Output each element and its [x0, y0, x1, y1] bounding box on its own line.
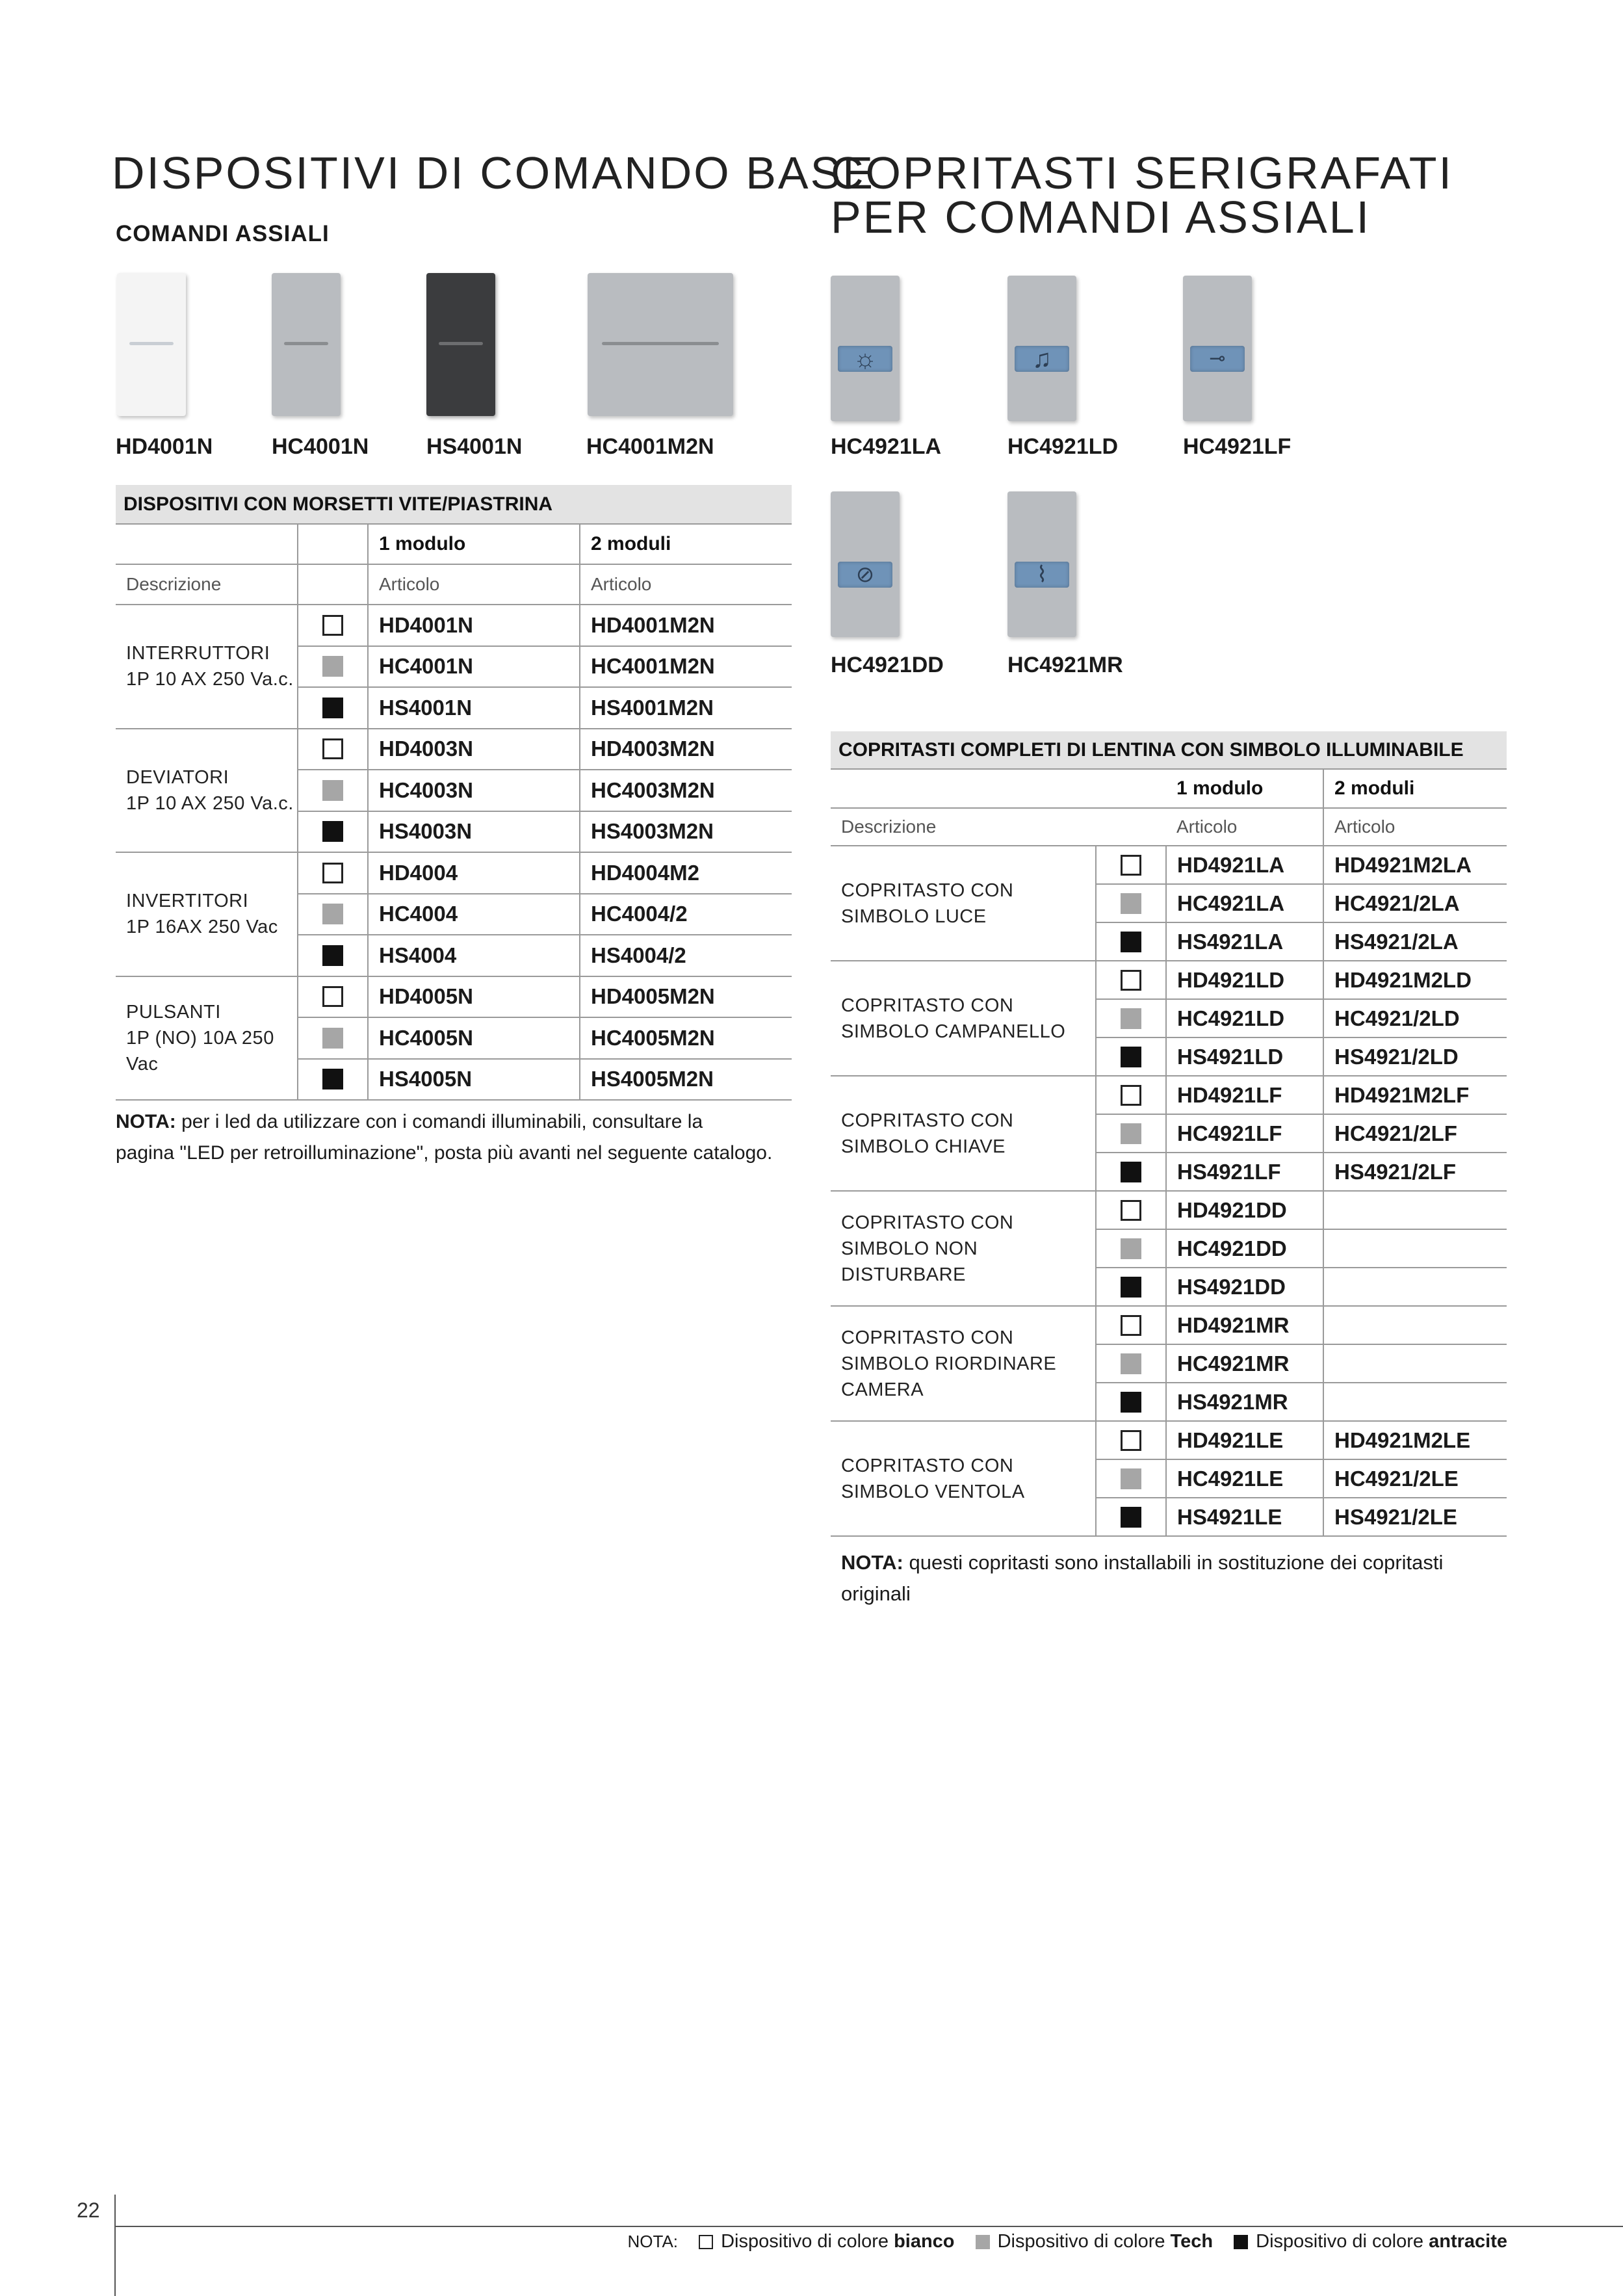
broom-icon: ⌇ [1036, 562, 1048, 587]
table-row [116, 976, 792, 1018]
article-2-moduli: HD4003M2N [580, 729, 792, 770]
article-1-modulo: HC4001N [368, 646, 580, 688]
description-line: SIMBOLO RIORDINARE CAMERA [841, 1353, 1057, 1400]
description-line: COPRITASTO CON [841, 1212, 1014, 1233]
article-2-moduli: HD4005M2N [580, 976, 792, 1018]
product-label: HC4921DD [831, 653, 944, 677]
device-image-hs4001n [426, 273, 495, 416]
legend-text: Dispositivo di colore [1256, 2231, 1429, 2252]
white-swatch-icon [1121, 1430, 1141, 1451]
label-articolo: Articolo [580, 564, 792, 605]
anthracite-swatch-icon [322, 1069, 343, 1089]
article-2-moduli: HS4921/2LA [1323, 922, 1507, 961]
description-line: SIMBOLO CHIAVE [841, 1136, 1006, 1157]
tech-swatch-icon [1121, 1468, 1141, 1489]
keycap-image-hc4921dd [831, 491, 900, 637]
white-swatch-icon [1121, 855, 1141, 876]
anthracite-swatch-icon [322, 821, 343, 842]
key-icon: ⊸ [1209, 347, 1226, 369]
description-line: 1P 10 AX 250 Va.c. [126, 669, 294, 690]
description-line: SIMBOLO VENTOLA [841, 1481, 1025, 1502]
description-line: INVERTITORI [126, 891, 249, 912]
white-swatch-icon [1121, 1315, 1141, 1336]
legend-color-name: Tech [1170, 2231, 1214, 2252]
description-line: COPRITASTO CON [841, 880, 1014, 901]
tech-swatch-icon [1121, 1238, 1141, 1259]
white-swatch-icon [322, 615, 343, 636]
article-1-modulo: HS4001N [368, 687, 580, 729]
product-label: HS4001N [426, 434, 523, 459]
product-label: HC4921LF [1183, 434, 1292, 459]
article-2-moduli: HC4921/2LA [1323, 884, 1507, 922]
article-2-moduli [1323, 1306, 1507, 1344]
note-text: questi copritasti sono installabili in sostituzione dei copritasti originali [841, 1551, 1444, 1605]
row-description [831, 1191, 1096, 1306]
white-swatch-icon [1121, 1200, 1141, 1221]
tech-swatch-icon [1121, 1353, 1141, 1374]
anthracite-swatch-icon [322, 698, 343, 718]
tech-swatch-icon [322, 1028, 343, 1049]
table-row [116, 852, 792, 894]
tech-swatch-icon [1121, 1123, 1141, 1144]
article-2-moduli: HD4921M2LA [1323, 846, 1507, 884]
article-2-moduli: HS4001M2N [580, 687, 792, 729]
product-label: HD4001N [116, 434, 213, 459]
product-label: HC4921LD [1007, 434, 1119, 459]
article-1-modulo: HS4921MR [1166, 1383, 1323, 1421]
col-header-2-moduli: 2 moduli [580, 524, 792, 564]
product-label: HC4001M2N [586, 434, 714, 459]
row-description [116, 605, 298, 729]
tech-swatch-icon [976, 2235, 990, 2249]
row-description [831, 846, 1096, 961]
article-2-moduli: HS4921/2LD [1323, 1037, 1507, 1076]
right-catalog-table [831, 731, 1507, 1537]
keycap-image-hc4921mr [1007, 491, 1076, 637]
white-swatch-icon [1121, 1085, 1141, 1106]
product-label: HC4001N [272, 434, 369, 459]
description-line: COPRITASTO CON [841, 1110, 1014, 1131]
left-note [116, 1106, 805, 1169]
device-image-hc4001n [272, 273, 341, 416]
label-articolo: Articolo [368, 564, 580, 605]
article-2-moduli: HS4921/2LF [1323, 1153, 1507, 1191]
article-2-moduli [1323, 1229, 1507, 1268]
row-description [831, 1076, 1096, 1191]
right-note [841, 1547, 1517, 1610]
row-description [116, 852, 298, 976]
article-1-modulo: HS4921LF [1166, 1153, 1323, 1191]
anthracite-swatch-icon [1121, 1162, 1141, 1182]
article-1-modulo: HD4004 [368, 852, 580, 894]
article-1-modulo: HC4921DD [1166, 1229, 1323, 1268]
article-1-modulo: HC4921LF [1166, 1114, 1323, 1153]
label-descrizione: Descrizione [116, 564, 298, 605]
keycap-image-hc4921lf [1183, 276, 1252, 421]
article-1-modulo: HS4921LD [1166, 1037, 1323, 1076]
left-table-heading: DISPOSITIVI CON MORSETTI VITE/PIASTRINA [116, 485, 792, 524]
anthracite-swatch-icon [1234, 2235, 1248, 2249]
note-text: per i led da utilizzare con i comandi illuminabili, consultare la [175, 1111, 703, 1132]
table-row [831, 1191, 1507, 1229]
article-1-modulo: HD4921LF [1166, 1076, 1323, 1114]
article-2-moduli: HD4004M2 [580, 852, 792, 894]
article-2-moduli: HD4921M2LE [1323, 1421, 1507, 1459]
keycap-image-hc4921ld [1007, 276, 1076, 421]
article-1-modulo: HC4004 [368, 894, 580, 935]
table-row [831, 846, 1507, 884]
article-2-moduli: HS4005M2N [580, 1059, 792, 1101]
left-subtitle: COMANDI ASSIALI [116, 221, 330, 246]
article-2-moduli: HS4003M2N [580, 811, 792, 853]
legend-color-name: antracite [1429, 2231, 1507, 2252]
legend-color-name: bianco [894, 2231, 955, 2252]
article-1-modulo: HC4003N [368, 770, 580, 811]
col-header-1-modulo: 1 modulo [368, 524, 580, 564]
table-row [831, 1076, 1507, 1114]
article-2-moduli [1323, 1268, 1507, 1306]
legend-text: Dispositivo di colore [997, 2231, 1171, 2252]
article-2-moduli: HC4005M2N [580, 1017, 792, 1059]
article-1-modulo: HC4921LD [1166, 999, 1323, 1037]
table-row [831, 1421, 1507, 1459]
description-line: 1P 10 AX 250 Va.c. [126, 792, 294, 814]
article-2-moduli: HC4921/2LF [1323, 1114, 1507, 1153]
tech-swatch-icon [322, 904, 343, 924]
article-2-moduli [1323, 1191, 1507, 1229]
sun-icon: ☼ [853, 344, 877, 373]
article-1-modulo: HS4921DD [1166, 1268, 1323, 1306]
device-image-hc4001m2n [588, 273, 733, 416]
row-description [116, 729, 298, 853]
article-1-modulo: HD4921LE [1166, 1421, 1323, 1459]
row-description [831, 961, 1096, 1076]
description-line: SIMBOLO NON DISTURBARE [841, 1238, 978, 1285]
description-line: 1P 16AX 250 Vac [126, 917, 278, 938]
article-2-moduli: HC4001M2N [580, 646, 792, 688]
white-swatch-icon [322, 738, 343, 759]
right-title-line: COPRITASTI SERIGRAFATI [831, 148, 1453, 198]
article-1-modulo: HS4921LE [1166, 1498, 1323, 1536]
right-title [831, 148, 1453, 242]
color-legend [628, 2231, 1507, 2252]
col-header-2-moduli: 2 moduli [1323, 769, 1507, 808]
page-number: 22 [77, 2198, 100, 2222]
tech-swatch-icon [1121, 893, 1141, 914]
white-swatch-icon [1121, 970, 1141, 991]
label-articolo: Articolo [1166, 808, 1323, 846]
tech-swatch-icon [322, 780, 343, 801]
article-2-moduli: HC4003M2N [580, 770, 792, 811]
article-1-modulo: HS4004 [368, 935, 580, 976]
product-label: HC4921MR [1007, 653, 1123, 677]
label-descrizione: Descrizione [831, 808, 1096, 846]
anthracite-swatch-icon [322, 945, 343, 966]
description-line: COPRITASTO CON [841, 1327, 1014, 1348]
anthracite-swatch-icon [1121, 932, 1141, 952]
no-disturb-icon: ⊘ [855, 562, 875, 587]
article-1-modulo: HD4003N [368, 729, 580, 770]
white-swatch-icon [699, 2235, 713, 2249]
article-2-moduli: HD4921M2LD [1323, 961, 1507, 999]
article-1-modulo: HC4921LE [1166, 1459, 1323, 1498]
row-description [831, 1306, 1096, 1421]
footer-horizontal-rule [114, 2226, 1623, 2227]
article-1-modulo: HC4921LA [1166, 884, 1323, 922]
article-1-modulo: HD4005N [368, 976, 580, 1018]
description-line: SIMBOLO LUCE [841, 906, 987, 927]
anthracite-swatch-icon [1121, 1392, 1141, 1413]
product-label: HC4921LA [831, 434, 942, 459]
description-line: COPRITASTO CON [841, 995, 1014, 1016]
white-swatch-icon [322, 986, 343, 1007]
article-1-modulo: HC4005N [368, 1017, 580, 1059]
bell-icon: ♫ [1032, 344, 1052, 373]
note-label: NOTA: [116, 1111, 176, 1132]
table-row [116, 605, 792, 646]
legend-nota-label: NOTA: [627, 2232, 679, 2251]
white-swatch-icon [322, 863, 343, 883]
anthracite-swatch-icon [1121, 1507, 1141, 1528]
note-text: pagina "LED per retroilluminazione", posta più avanti nel seguente catalogo. [116, 1142, 773, 1164]
description-line: PULSANTI [126, 1001, 221, 1023]
tech-swatch-icon [322, 656, 343, 677]
left-title: DISPOSITIVI DI COMANDO BASE [112, 148, 875, 198]
article-1-modulo: HS4003N [368, 811, 580, 853]
legend-text: Dispositivo di colore [721, 2231, 894, 2252]
device-image-hd4001n [117, 273, 186, 416]
right-title-line: PER COMANDI ASSIALI [831, 192, 1371, 242]
right-table-heading: COPRITASTI COMPLETI DI LENTINA CON SIMBOLO ILLUMINABILE [831, 731, 1507, 769]
article-2-moduli [1323, 1383, 1507, 1421]
article-1-modulo: HS4005N [368, 1059, 580, 1101]
row-description [831, 1421, 1096, 1536]
description-line: 1P (NO) 10A 250 Vac [126, 1027, 274, 1075]
article-1-modulo: HD4921LA [1166, 846, 1323, 884]
anthracite-swatch-icon [1121, 1047, 1141, 1067]
description-line: SIMBOLO CAMPANELLO [841, 1021, 1066, 1042]
description-line: INTERRUTTORI [126, 643, 270, 664]
label-articolo: Articolo [1323, 808, 1507, 846]
article-2-moduli: HD4001M2N [580, 605, 792, 646]
article-2-moduli: HC4004/2 [580, 894, 792, 935]
article-1-modulo: HD4001N [368, 605, 580, 646]
article-2-moduli: HC4921/2LD [1323, 999, 1507, 1037]
footer-vertical-rule [114, 2195, 116, 2296]
article-2-moduli: HS4004/2 [580, 935, 792, 976]
tech-swatch-icon [1121, 1008, 1141, 1029]
article-1-modulo: HD4921LD [1166, 961, 1323, 999]
left-catalog-table [116, 485, 792, 1101]
table-row [831, 1306, 1507, 1344]
description-line: COPRITASTO CON [841, 1455, 1014, 1476]
article-1-modulo: HC4921MR [1166, 1344, 1323, 1383]
article-2-moduli: HS4921/2LE [1323, 1498, 1507, 1536]
description-line: DEVIATORI [126, 766, 229, 788]
article-1-modulo: HD4921MR [1166, 1306, 1323, 1344]
article-2-moduli: HD4921M2LF [1323, 1076, 1507, 1114]
col-header-1-modulo: 1 modulo [1166, 769, 1323, 808]
article-1-modulo: HD4921DD [1166, 1191, 1323, 1229]
row-description [116, 976, 298, 1101]
article-1-modulo: HS4921LA [1166, 922, 1323, 961]
table-row [831, 961, 1507, 999]
table-row [116, 729, 792, 770]
keycap-image-hc4921la [831, 276, 900, 421]
article-2-moduli: HC4921/2LE [1323, 1459, 1507, 1498]
anthracite-swatch-icon [1121, 1277, 1141, 1298]
note-label: NOTA: [841, 1551, 903, 1574]
article-2-moduli [1323, 1344, 1507, 1383]
